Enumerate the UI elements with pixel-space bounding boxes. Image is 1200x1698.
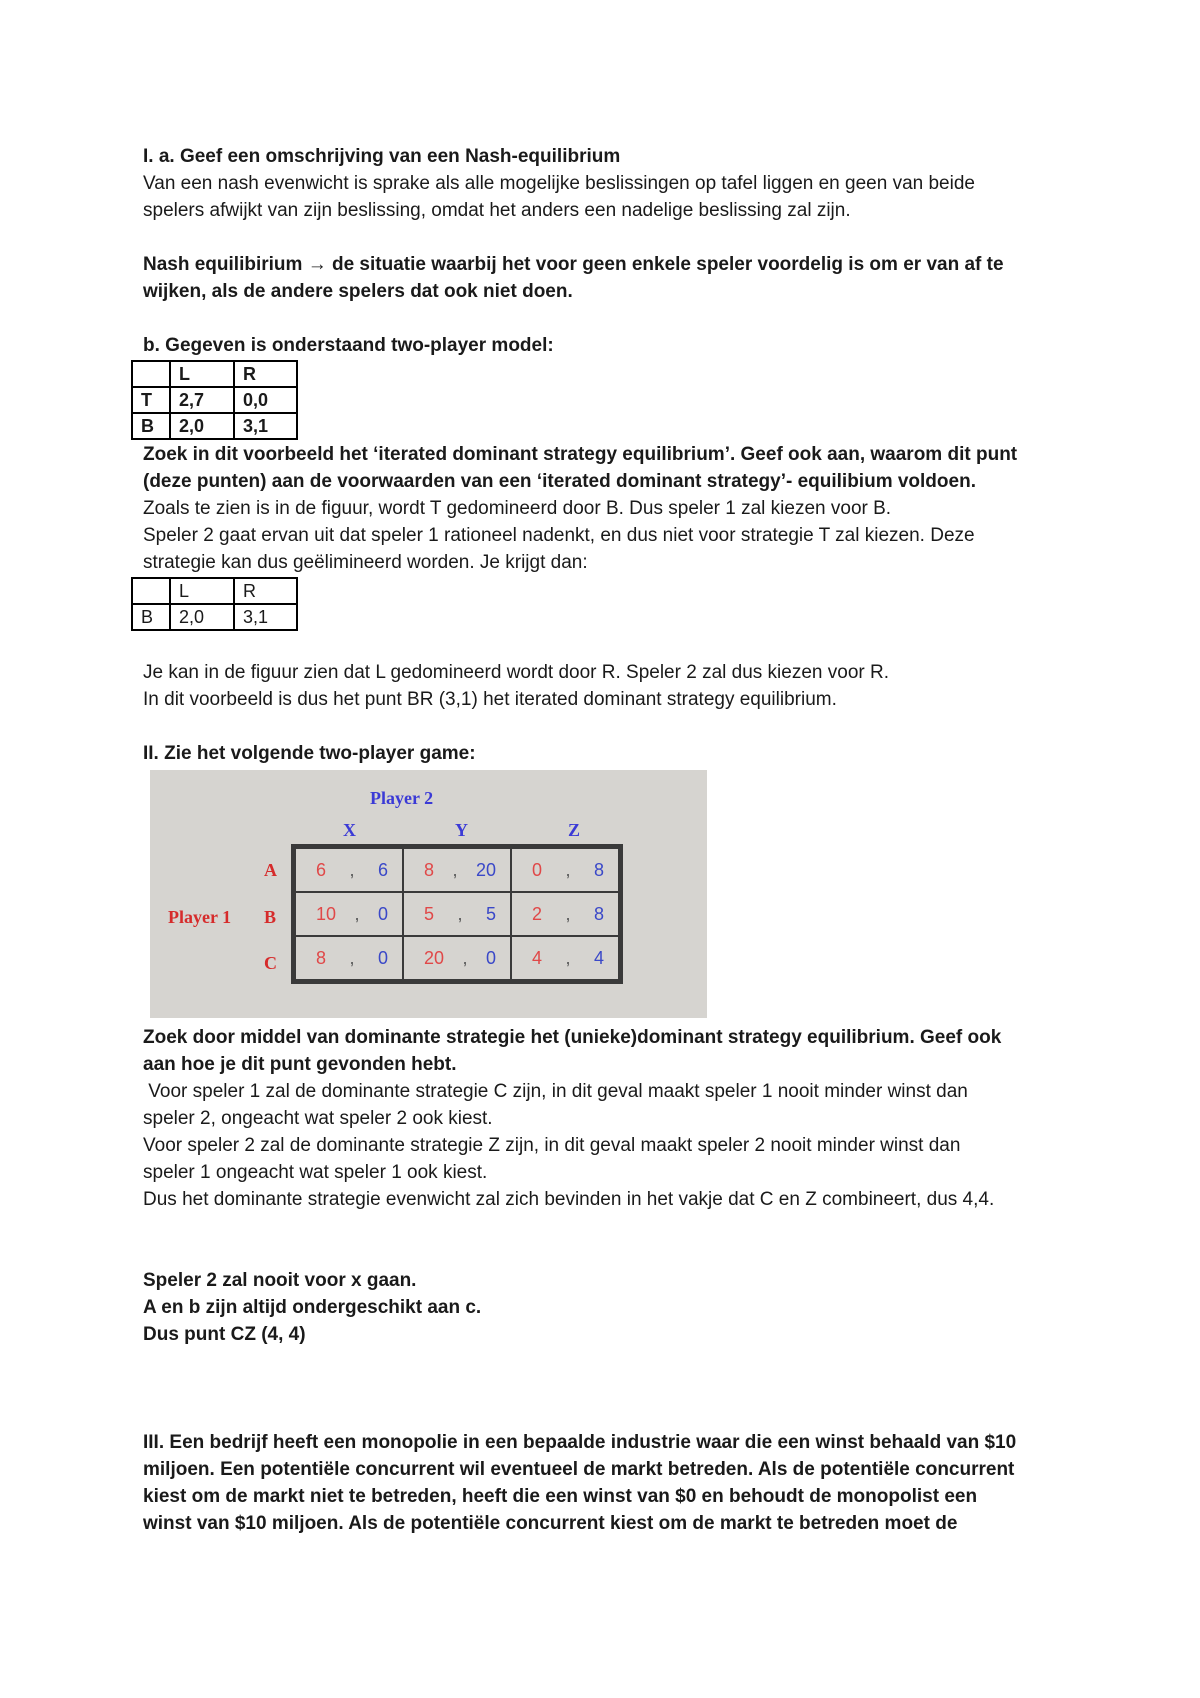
- table-cell: 3,1: [234, 413, 297, 439]
- table-cell: 0,0: [234, 387, 297, 413]
- player1-payoff: 10: [316, 903, 337, 924]
- table-row: [295, 892, 619, 936]
- payoff-cell: [295, 848, 403, 892]
- table-cell: T: [132, 387, 170, 413]
- explain-line: strategie kan dus geëlimineerd worden. Je krijgt dan:: [143, 552, 588, 573]
- definition-line: wijken, als de andere spelers dat ook niet doen.: [143, 281, 573, 302]
- table-row: [295, 936, 619, 980]
- payoff-cell: [403, 848, 511, 892]
- player2-payoff: 8: [593, 859, 604, 880]
- payoff-separator: ,: [452, 859, 458, 880]
- player1-payoff: 4: [532, 947, 543, 968]
- player2-payoff: 6: [377, 859, 388, 880]
- table-cell: L: [170, 578, 234, 604]
- player1-payoff: 20: [424, 947, 445, 968]
- player2-payoff: 0: [377, 947, 388, 968]
- section1-heading: I. a. Geef een omschrijving van een Nash-equilibrium: [143, 146, 621, 167]
- table-cell: L: [170, 361, 234, 387]
- question-line: Zoek in dit voorbeeld het ‘iterated dominant strategy equilibrium’. Geef ook aan, waarom dit punt: [143, 444, 1018, 465]
- question-line: aan hoe je dit punt gevonden hebt.: [143, 1054, 457, 1075]
- section3-line: winst van $10 miljoen. Als de potentiële concurrent kiest om de markt te betreden moet de: [143, 1513, 958, 1534]
- table-cell: B: [132, 413, 170, 439]
- column-label-x: X: [343, 820, 356, 840]
- section3-line: kiest om de markt niet te betreden, heeft die een winst van $0 en behoudt de monopolist een: [143, 1486, 978, 1507]
- answer-line: speler 2, ongeacht wat speler 2 ook kiest.: [143, 1108, 493, 1129]
- table-row: [132, 604, 297, 630]
- column-label-y: Y: [455, 820, 468, 840]
- summary-line: A en b zijn altijd ondergeschikt aan c.: [143, 1297, 482, 1318]
- section3-line: miljoen. Een potentiële concurrent wil eventueel de markt betreden. Als de potentiële concurrent: [143, 1459, 1015, 1480]
- payoff-cell: [511, 848, 619, 892]
- table-row: [132, 387, 297, 413]
- question-line: (deze punten) aan de voorwaarden van een ‘iterated dominant strategy’- equilibium voldoen.: [143, 471, 976, 492]
- row-label-b: B: [264, 907, 277, 927]
- answer-line: speler 1 ongeacht wat speler 1 ook kiest.: [143, 1162, 488, 1183]
- payoff-separator: ,: [457, 903, 463, 924]
- player1-payoff: 5: [424, 903, 435, 924]
- player2-payoff: 0: [485, 947, 496, 968]
- payoff-separator: ,: [565, 903, 571, 924]
- game-matrix-image: [150, 770, 707, 1018]
- answer-line: spelers afwijkt van zijn beslissing, omdat het anders een nadelige beslissing zal zijn.: [143, 200, 851, 221]
- player1-payoff: 6: [316, 859, 327, 880]
- payoff-cell: [295, 936, 403, 980]
- table-cell: 2,7: [170, 387, 234, 413]
- document-page: [143, 143, 1063, 1537]
- payoff-separator: ,: [462, 947, 468, 968]
- answer-line: Dus het dominante strategie evenwicht zal zich bevinden in het vakje dat C en Z combineert, dus 4,4.: [143, 1189, 995, 1210]
- answer-line: Voor speler 2 zal de dominante strategie Z zijn, in dit geval maakt speler 2 nooit minder winst dan: [143, 1135, 961, 1156]
- conclusion-line: Je kan in de figuur zien dat L gedomineerd wordt door R. Speler 2 zal dus kiezen voor R.: [143, 662, 889, 683]
- table-cell: R: [234, 361, 297, 387]
- table-row: [132, 578, 297, 604]
- definition-line: Nash equilibirium → de situatie waarbij het voor geen enkele speler voordelig is om er van af te: [143, 254, 1004, 275]
- player2-payoff: 5: [485, 903, 496, 924]
- payoff-table-2: [131, 577, 298, 631]
- player1-payoff: 0: [532, 859, 543, 880]
- summary-line: Dus punt CZ (4, 4): [143, 1324, 306, 1345]
- payoff-grid: [291, 844, 623, 984]
- payoff-separator: ,: [565, 859, 571, 880]
- payoff-cell: [511, 936, 619, 980]
- section2-heading: II. Zie het volgende two-player game:: [143, 743, 476, 764]
- table-cell: R: [234, 578, 297, 604]
- table-cell: [132, 578, 170, 604]
- payoff-cell: [295, 892, 403, 936]
- row-label-c: C: [264, 953, 277, 973]
- summary-line: Speler 2 zal nooit voor x gaan.: [143, 1270, 417, 1291]
- table-cell: 2,0: [170, 604, 234, 630]
- player2-payoff: 4: [593, 947, 604, 968]
- column-label-z: Z: [568, 820, 581, 840]
- table-row: [132, 413, 297, 439]
- table-cell: [132, 361, 170, 387]
- table-cell: B: [132, 604, 170, 630]
- table-row: [295, 848, 619, 892]
- payoff-separator: ,: [349, 859, 355, 880]
- section3-line: III. Een bedrijf heeft een monopolie in een bepaalde industrie waar die een winst behaald van $10: [143, 1432, 1017, 1453]
- answer-line: Van een nash evenwicht is sprake als alle mogelijke beslissingen op tafel liggen en geen van beide: [143, 173, 975, 194]
- table-cell: 3,1: [234, 604, 297, 630]
- answer-line: Voor speler 1 zal de dominante strategie C zijn, in dit geval maakt speler 1 nooit minder winst dan: [143, 1081, 968, 1102]
- player1-payoff: 2: [532, 903, 543, 924]
- payoff-separator: ,: [349, 947, 355, 968]
- table-row: [132, 361, 297, 387]
- player2-payoff: 20: [475, 859, 496, 880]
- payoff-table-1: [131, 360, 298, 440]
- player1-label: Player 1: [168, 907, 232, 927]
- player1-payoff: 8: [316, 947, 327, 968]
- player1-payoff: 8: [424, 859, 435, 880]
- row-label-a: A: [264, 860, 277, 880]
- explain-line: Speler 2 gaat ervan uit dat speler 1 rationeel nadenkt, en dus niet voor strategie T zal kiezen. Deze: [143, 525, 975, 546]
- payoff-separator: ,: [565, 947, 571, 968]
- section1b-heading: b. Gegeven is onderstaand two-player model:: [143, 335, 554, 356]
- player2-payoff: 8: [593, 903, 604, 924]
- payoff-cell: [403, 936, 511, 980]
- player2-label: Player 2: [370, 788, 434, 808]
- table-cell: 2,0: [170, 413, 234, 439]
- conclusion-line: In dit voorbeeld is dus het punt BR (3,1) het iterated dominant strategy equilibrium.: [143, 689, 837, 710]
- payoff-separator: ,: [354, 903, 360, 924]
- payoff-cell: [403, 892, 511, 936]
- player2-payoff: 0: [377, 903, 388, 924]
- payoff-cell: [511, 892, 619, 936]
- explain-line: Zoals te zien is in de figuur, wordt T gedomineerd door B. Dus speler 1 zal kiezen voor B.: [143, 498, 892, 519]
- question-line: Zoek door middel van dominante strategie het (unieke)dominant strategy equilibrium. Geef ook: [143, 1027, 1002, 1048]
